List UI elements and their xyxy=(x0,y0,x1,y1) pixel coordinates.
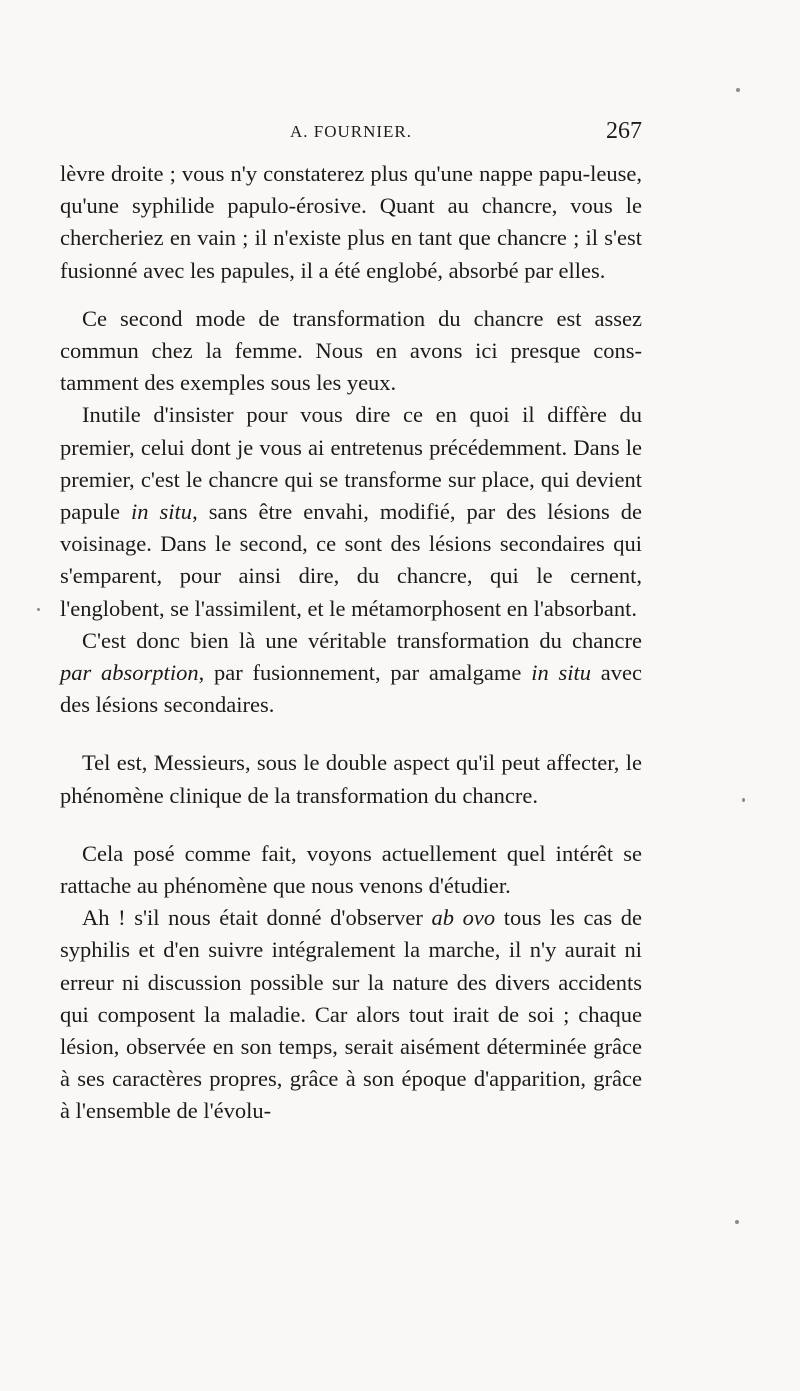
paragraph-4-italic: par absorption xyxy=(60,660,199,686)
paragraph-4 xyxy=(60,625,642,722)
paragraph-4-after: avec des lésions secondaires. xyxy=(60,660,643,718)
paragraph-7-text: Ah ! s'il nous était donné d'observer xyxy=(82,905,423,931)
paragraph-7 xyxy=(60,902,642,1127)
paragraph-1-text: lèvre droite ; vous n'y constaterez plus qu'une nappe papu-leuse, qu'une syphilide papulo-érosive. Quant au chancre, vous le chercheriez en vain ; il n'existe plus en tant que chancre ; il s'est fusionné avec les papules, il a été englobé, absorbé par elles. xyxy=(60,161,642,283)
paragraph-3 xyxy=(60,399,642,624)
body-text xyxy=(60,158,642,1128)
paragraph-4-italic-2: in situ xyxy=(531,660,591,686)
paragraph-7-italic: ab ovo xyxy=(431,905,496,931)
page-number: 267 xyxy=(606,118,642,144)
paper-speck-1 xyxy=(736,88,740,92)
paragraph-3-text: Inutile d'insister pour vous dire ce en quoi il diffère du premier, celui dont je vous ai entretenus précédemment. Dans le premier, c'est le chancre qui se transforme sur place, qui devient papule xyxy=(60,402,642,525)
running-head: A. FOURNIER. xyxy=(289,122,413,141)
paragraph-5-text: Tel est, Messieurs, sous le double aspect qu'il peut affecter, le phénomène clinique de la transformation du chancre. xyxy=(60,750,642,808)
paragraph-2 xyxy=(60,303,642,400)
paragraph-6 xyxy=(60,838,642,902)
paper-speck-2 xyxy=(37,608,40,611)
paragraph-3-italic: in situ xyxy=(131,499,193,525)
paragraph-4-text: C'est donc bien là une véritable transformation du chancre xyxy=(82,627,642,653)
paper-speck-4 xyxy=(735,1220,739,1224)
paragraph-7-after: tous les cas de syphilis et d'en suivre intégralement la marche, il n'y aurait ni erreur ni discussion possible sur la nature des divers accidents qui composent la maladie. Car alors tout irait de soi ; chaque lésion, observée en son temps, serait aisément déterminée grâce à ses caractères propres, grâce à son époque d'apparition, grâce à l'ensemble de l'évolu- xyxy=(60,905,643,1124)
paragraph-4-middle: , par fusionnement, par amalgame xyxy=(198,660,522,686)
paragraph-6-text: Cela posé comme fait, voyons actuellement quel intérêt se rattache au phénomène que nous venons d'étudier. xyxy=(60,840,642,899)
paper-speck-3 xyxy=(742,798,745,802)
paragraph-1 xyxy=(60,158,642,287)
page-header xyxy=(60,118,642,148)
paragraph-3-after: , sans être envahi, modifié, par des lésions de voisinage. Dans le second, ce sont des lésions secondaires qui s'emparent, pour ainsi dire, du chancre, qui le cernent, l'englobent, se l'assimilent, et le métamorphosent en l'absorbant. xyxy=(60,499,643,621)
paragraph-2-text: Ce second mode de transformation du chancre est assez commun chez la femme. Nous en avons ici presque cons-tamment des exemples sous les yeux. xyxy=(60,305,642,396)
paragraph-5 xyxy=(60,747,642,811)
